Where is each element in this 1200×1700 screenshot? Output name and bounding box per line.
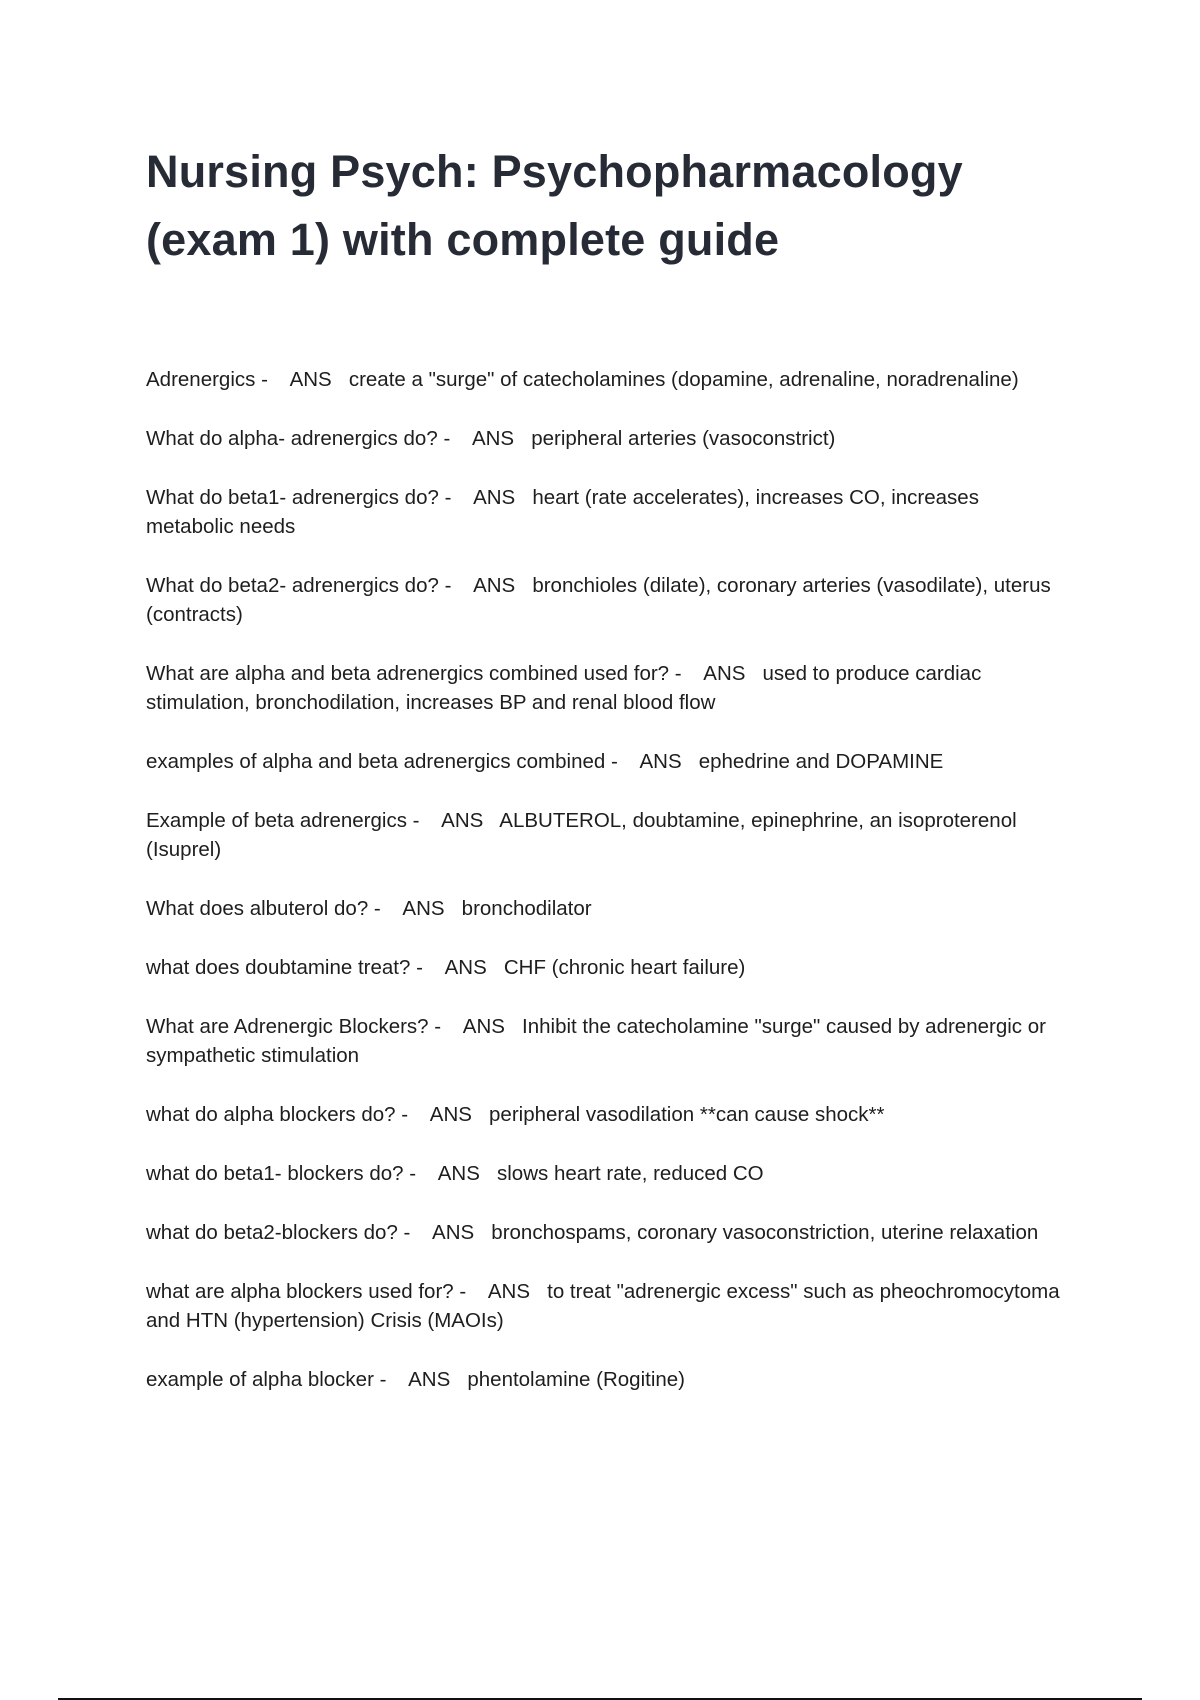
qa-question: What do beta1- adrenergics do? [146, 486, 439, 509]
qa-answer: used to produce cardiac stimulation, bronchodilation, increases BP and renal blood flow [146, 662, 982, 714]
title-line-1: Nursing Psych: Psychopharmacology [146, 146, 963, 197]
qa-item [146, 571, 1066, 629]
qa-question: example of alpha blocker [146, 1368, 374, 1391]
qa-item [146, 659, 1066, 717]
qa-question: What do alpha- adrenergics do? [146, 427, 438, 450]
qa-answer: slows heart rate, reduced CO [497, 1162, 764, 1185]
qa-dash: - [605, 750, 624, 773]
page-title [146, 138, 1106, 274]
qa-answer: bronchospams, coronary vasoconstriction, uterine relaxation [491, 1221, 1039, 1244]
qa-answer: bronchioles (dilate), coronary arteries (vasodilate), uterus (contracts) [146, 574, 1051, 626]
qa-question: What are alpha and beta adrenergics combined used for? [146, 662, 670, 685]
ans-label: ANS [408, 1368, 451, 1391]
qa-item [146, 1100, 1066, 1129]
qa-answer: ALBUTEROL, doubtamine, epinephrine, an isoproterenol (Isuprel) [146, 809, 1017, 861]
qa-dash: - [403, 1162, 422, 1185]
qa-question: what do beta2-blockers do? [146, 1221, 398, 1244]
qa-question: what do beta1- blockers do? [146, 1162, 404, 1185]
qa-answer: peripheral vasodilation **can cause shock** [489, 1103, 885, 1126]
qa-question: Example of beta adrenergics [146, 809, 407, 832]
qa-item [146, 483, 1066, 541]
qa-question: Adrenergics [146, 368, 256, 391]
qa-item [146, 1012, 1066, 1070]
ans-label: ANS [473, 486, 516, 509]
qa-answer: ephedrine and DOPAMINE [698, 750, 944, 773]
qa-dash: - [437, 427, 456, 450]
qa-dash: - [438, 574, 458, 597]
qa-dash: - [428, 1015, 447, 1038]
qa-dash: - [397, 1221, 417, 1244]
title-line-2: (exam 1) with complete guide [146, 214, 780, 265]
qa-item [146, 365, 1066, 394]
qa-item [146, 894, 1066, 923]
qa-answer: CHF (chronic heart failure) [503, 956, 746, 979]
qa-dash: - [395, 1103, 414, 1126]
ans-label: ANS [473, 574, 516, 597]
ans-label: ANS [441, 809, 484, 832]
ans-label: ANS [462, 1015, 505, 1038]
ans-label: ANS [703, 662, 746, 685]
qa-answer: bronchodilator [461, 897, 592, 920]
qa-item [146, 1218, 1066, 1247]
qa-dash: - [406, 809, 426, 832]
qa-answer: heart (rate accelerates), increases CO, increases metabolic needs [146, 486, 979, 538]
ans-label: ANS [402, 897, 445, 920]
qa-answer: phentolamine (Rogitine) [467, 1368, 686, 1391]
qa-question: examples of alpha and beta adrenergics combined [146, 750, 606, 773]
qa-item [146, 1277, 1066, 1335]
qa-question: What does albuterol do? [146, 897, 369, 920]
ans-label: ANS [639, 750, 682, 773]
qa-dash: - [438, 486, 458, 509]
qa-dash: - [410, 956, 429, 979]
qa-question: What do beta2- adrenergics do? [146, 574, 439, 597]
qa-dash: - [453, 1280, 472, 1303]
qa-dash: - [669, 662, 688, 685]
qa-item [146, 1365, 1066, 1394]
qa-answer: peripheral arteries (vasoconstrict) [531, 427, 836, 450]
qa-dash: - [368, 897, 387, 920]
ans-label: ANS [289, 368, 332, 391]
qa-answer: to treat "adrenergic excess" such as pheochromocytoma and HTN (hypertension) Crisis (MAOIs) [146, 1280, 1060, 1332]
qa-dash: - [373, 1368, 393, 1391]
ans-label: ANS [432, 1221, 475, 1244]
qa-question: what does doubtamine treat? [146, 956, 411, 979]
qa-item [146, 747, 1066, 776]
ans-label: ANS [487, 1280, 531, 1303]
qa-list [146, 365, 1066, 1424]
ans-label: ANS [437, 1162, 480, 1185]
qa-answer: Inhibit the catecholamine "surge" caused by adrenergic or sympathetic stimulation [146, 1015, 1046, 1067]
ans-label: ANS [444, 956, 487, 979]
ans-label: ANS [471, 427, 515, 450]
ans-label: ANS [429, 1103, 472, 1126]
qa-item [146, 953, 1066, 982]
qa-item [146, 806, 1066, 864]
qa-dash: - [255, 368, 274, 391]
qa-question: what are alpha blockers used for? [146, 1280, 454, 1303]
qa-question: what do alpha blockers do? [146, 1103, 396, 1126]
qa-question: What are Adrenergic Blockers? [146, 1015, 429, 1038]
qa-item [146, 1159, 1066, 1188]
qa-answer: create a "surge" of catecholamines (dopamine, adrenaline, noradrenaline) [348, 368, 1019, 391]
qa-item [146, 424, 1066, 453]
